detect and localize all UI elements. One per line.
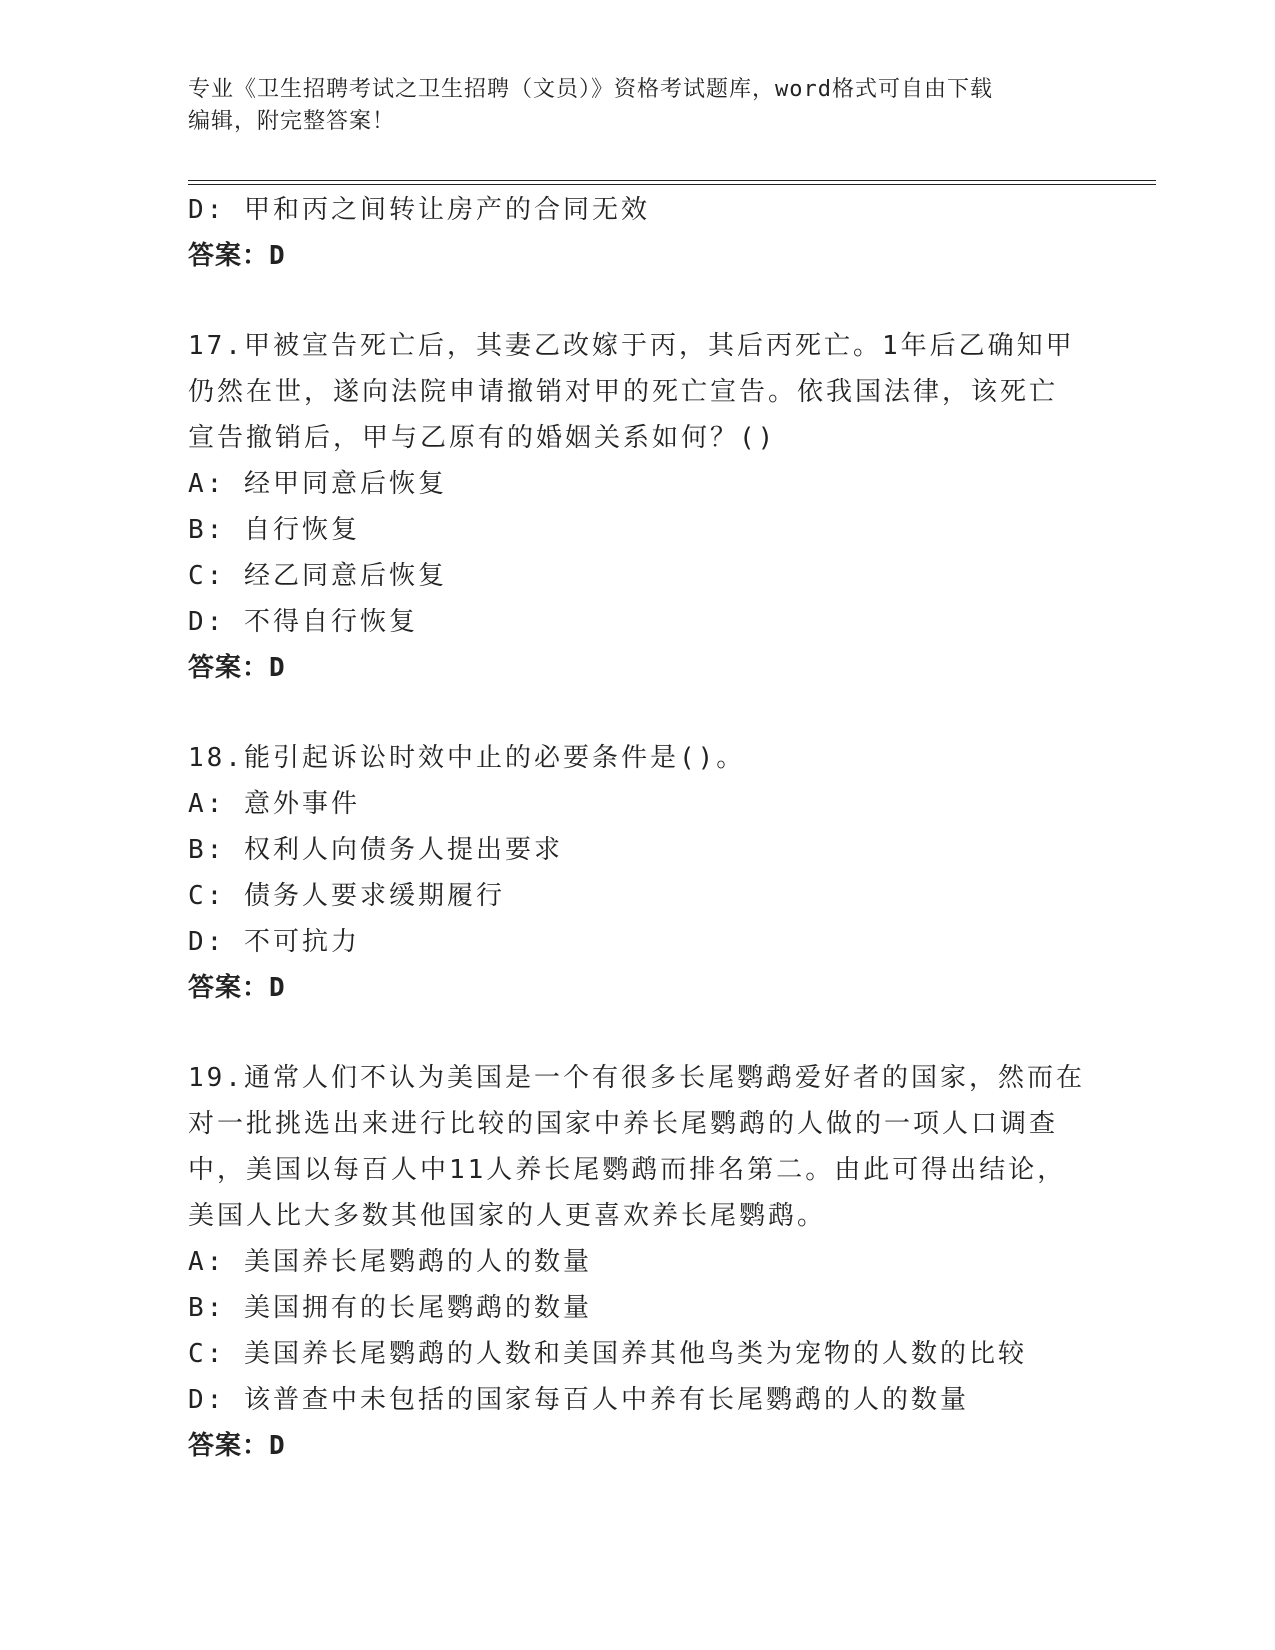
- page-header: [188, 74, 1088, 138]
- answer: 答案：D: [188, 653, 286, 683]
- answer: 答案：D: [188, 241, 286, 271]
- option-c: C: 经乙同意后恢复: [188, 561, 447, 591]
- question-stem-line: 美国人比大多数其他国家的人更喜欢养长尾鹦鹉。: [188, 1201, 827, 1231]
- answer: 答案：D: [188, 973, 286, 1003]
- option-d: D: 甲和丙之间转让房产的合同无效: [188, 195, 650, 225]
- header-line-2: 编辑，附完整答案！: [188, 109, 396, 134]
- question-19: [188, 1055, 1088, 1469]
- header-rule-top: [188, 180, 1156, 181]
- spacer: [188, 1011, 1088, 1055]
- question-stem-line: 仍然在世，遂向法院申请撤销对甲的死亡宣告。依我国法律，该死亡: [188, 377, 1059, 407]
- answer: 答案：D: [188, 1431, 286, 1461]
- question-stem-line: 中，美国以每百人中11人养长尾鹦鹉而排名第二。由此可得出结论，: [188, 1155, 1067, 1185]
- option-a: A: 美国养长尾鹦鹉的人的数量: [188, 1247, 592, 1277]
- question-stem-line: 19.通常人们不认为美国是一个有很多长尾鹦鹉爱好者的国家，然而在: [188, 1063, 1085, 1093]
- option-d: D: 该普查中未包括的国家每百人中养有长尾鹦鹉的人的数量: [188, 1385, 969, 1415]
- document-body: [188, 187, 1088, 1469]
- question-17: [188, 323, 1088, 691]
- question-stem-line: 18.能引起诉讼时效中止的必要条件是()。: [188, 743, 746, 773]
- question-stem-line: 对一批挑选出来进行比较的国家中养长尾鹦鹉的人做的一项人口调查: [188, 1109, 1059, 1139]
- option-a: A: 经甲同意后恢复: [188, 469, 447, 499]
- carryover-block: [188, 187, 1088, 279]
- option-c: C: 债务人要求缓期履行: [188, 881, 505, 911]
- header-line-1: 专业《卫生招聘考试之卫生招聘（文员）》资格考试题库，word格式可自由下载: [188, 77, 993, 102]
- question-18: [188, 735, 1088, 1011]
- option-d: D: 不可抗力: [188, 927, 360, 957]
- spacer: [188, 691, 1088, 735]
- option-b: B: 美国拥有的长尾鹦鹉的数量: [188, 1293, 592, 1323]
- option-c: C: 美国养长尾鹦鹉的人数和美国养其他鸟类为宠物的人数的比较: [188, 1339, 1027, 1369]
- option-b: B: 自行恢复: [188, 515, 360, 545]
- spacer: [188, 279, 1088, 323]
- option-a: A: 意外事件: [188, 789, 360, 819]
- option-b: B: 权利人向债务人提出要求: [188, 835, 563, 865]
- option-d: D: 不得自行恢复: [188, 607, 418, 637]
- question-stem-line: 17.甲被宣告死亡后，其妻乙改嫁于丙，其后丙死亡。1年后乙确知甲: [188, 331, 1075, 361]
- question-stem-line: 宣告撤销后，甲与乙原有的婚姻关系如何？(): [188, 423, 777, 453]
- header-rule-bottom: [188, 184, 1156, 185]
